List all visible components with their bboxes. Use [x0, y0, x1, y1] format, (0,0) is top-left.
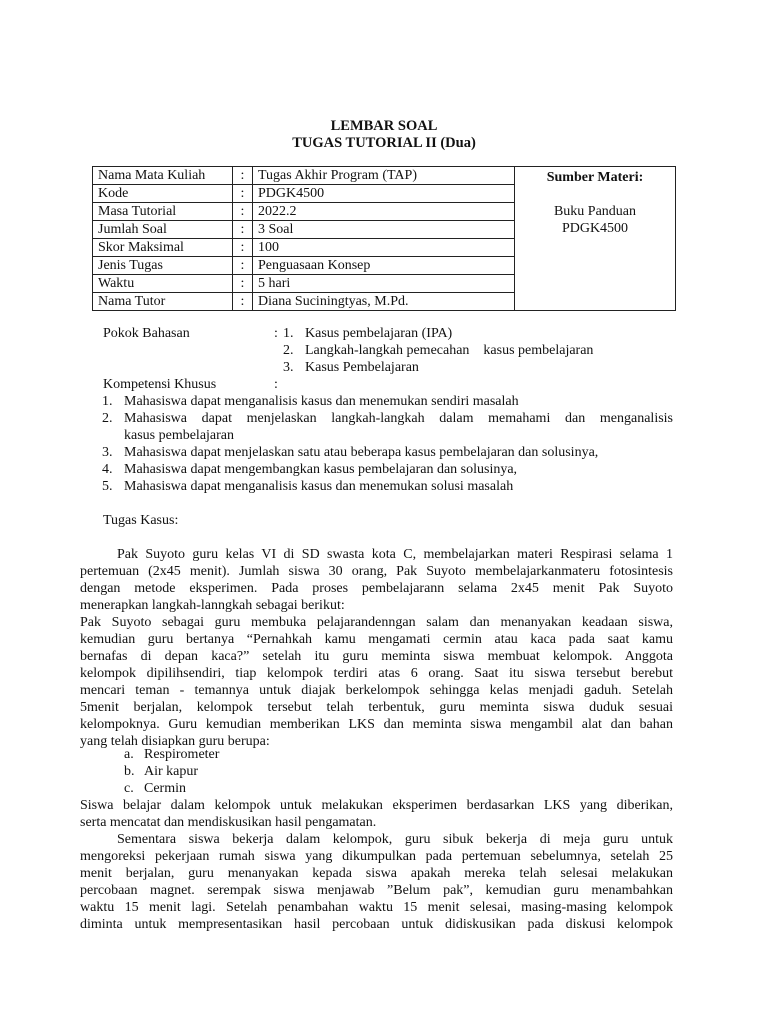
- list-number: 3.: [102, 445, 113, 460]
- list-number: 3.: [283, 360, 294, 375]
- paragraph-line: waktu 15 menit lagi. Setelah penambahan waktu 15 menit selesai, masing-masing kelompok: [80, 900, 673, 915]
- paragraph-line: 5menit berjalan, kelompok tersebut telah terbentuk, guru meminta siswa duduk sesuai: [80, 700, 673, 715]
- list-number: 4.: [102, 462, 113, 477]
- kompetensi-colon: :: [274, 377, 278, 392]
- source-line: Buku Panduan: [553, 204, 637, 219]
- row-value: 5 hari: [253, 275, 515, 293]
- row-colon: :: [233, 257, 253, 275]
- list-item: Mahasiswa dapat menjelaskan satu atau beberapa kasus pembelajaran dan solusinya,: [124, 445, 599, 460]
- paragraph-line: menit berjalan, guru menanyakan kepada siswa apakah mereka telah selesai melakukan: [80, 866, 673, 881]
- paragraph-line: kelompok dipilihsendiri, tiap kelompok terdiri atas 6 orang. Saat itu siswa tersebut berebut: [80, 666, 673, 681]
- pokok-bahasan-label: Pokok Bahasan: [103, 326, 190, 341]
- paragraph-line: Sementara siswa bekerja dalam kelompok, guru sibuk bekerja di meja guru untuk: [117, 832, 673, 847]
- list-item: Air kapur: [144, 764, 199, 779]
- tugas-kasus-label: Tugas Kasus:: [103, 513, 179, 528]
- row-value: Penguasaan Konsep: [253, 257, 515, 275]
- row-colon: :: [233, 239, 253, 257]
- paragraph-line: Pak Suyoto guru kelas VI di SD swasta kota C, membelajarkan materi Respirasi selama 1: [117, 547, 673, 562]
- list-item: Langkah-langkah pemecahan kasus pembelajaran: [305, 343, 594, 358]
- list-item: Mahasiswa dapat menganalisis kasus dan menemukan solusi masalah: [124, 479, 514, 494]
- row-label: Skor Maksimal: [93, 239, 233, 257]
- paragraph-line: mengoreksi pekerjaan rumah siswa yang dikumpulkan pada pertemuan sebelumnya, setelah 25: [80, 849, 673, 864]
- list-number: 5.: [102, 479, 113, 494]
- list-item: Cermin: [144, 781, 186, 796]
- table-row: [93, 167, 676, 185]
- row-colon: :: [233, 185, 253, 203]
- paragraph-line: percobaan magnet. serempak siswa menjawab ”Belum pak”, kemudian guru menambahkan: [80, 883, 673, 898]
- paragraph-line: diminta untuk mempresentasikan hasil percobaan untuk didiskusikan pada diskusi kelompok: [80, 917, 673, 932]
- paragraph-line: Siswa belajar dalam kelompok untuk melakukan eksperimen berdasarkan LKS yang diberikan,: [80, 798, 673, 813]
- row-label: Nama Mata Kuliah: [93, 167, 233, 185]
- row-colon: :: [233, 275, 253, 293]
- paragraph-line: kelompoknya. Guru kemudian memberikan LKS dan meminta siswa mengambil alat dan bahan: [80, 717, 673, 732]
- list-number: c.: [124, 781, 134, 796]
- source-line: PDGK4500: [561, 221, 629, 236]
- source-cell: [515, 167, 676, 311]
- list-item: Respirometer: [144, 747, 220, 762]
- list-item-continuation: kasus pembelajaran: [124, 428, 235, 443]
- list-number: 1.: [102, 394, 113, 409]
- paragraph-line: mencari teman - temannya untuk diajak berkelompok sehingga kelas menjadi gaduh. Setelah: [80, 683, 673, 698]
- list-item: Kasus pembelajaran (IPA): [305, 326, 453, 341]
- document-subtitle: TUGAS TUTORIAL II (Dua): [292, 135, 476, 151]
- row-colon: :: [233, 167, 253, 185]
- row-colon: :: [233, 203, 253, 221]
- row-colon: :: [233, 293, 253, 311]
- row-value: 100: [253, 239, 515, 257]
- row-value: PDGK4500: [253, 185, 515, 203]
- row-label: Nama Tutor: [93, 293, 233, 311]
- row-label: Jenis Tugas: [93, 257, 233, 275]
- row-label: Waktu: [93, 275, 233, 293]
- list-item: Mahasiswa dapat mengembangkan kasus pembelajaran dan solusinya,: [124, 462, 518, 477]
- paragraph-line: pertemuan (2x45 menit). Jumlah siswa 30 orang, Pak Suyoto membelajarkanmateru fotosintesis: [80, 564, 673, 579]
- paragraph-line: menerapkan langkah-lanngkah sebagai berikut:: [80, 598, 345, 613]
- list-item: Mahasiswa dapat menjelaskan langkah-langkah dalam memahami dan menganalisis: [124, 411, 673, 426]
- paragraph-line: dengan metode eksperimen. Pada proses pembelajarann selama 2x45 menit Pak Suyoto: [80, 581, 673, 596]
- row-label: Jumlah Soal: [93, 221, 233, 239]
- list-item: Kasus Pembelajaran: [305, 360, 419, 375]
- row-value: Tugas Akhir Program (TAP): [253, 167, 515, 185]
- pokok-bahasan-colon: :: [274, 326, 278, 341]
- paragraph-line: Pak Suyoto sebagai guru membuka pelajarandenngan salam dan menanyakan keadaan siswa,: [80, 615, 673, 630]
- row-label: Masa Tutorial: [93, 203, 233, 221]
- row-colon: :: [233, 221, 253, 239]
- paragraph-line: serta mencatat dan mendiskusikan hasil pengamatan.: [80, 815, 377, 830]
- list-number: 2.: [283, 343, 294, 358]
- paragraph-line: yang telah disiapkan guru berupa:: [80, 734, 270, 749]
- list-number: b.: [124, 764, 135, 779]
- paragraph-line: bernafas di depan kaca?” setelah itu guru meminta siswa membuat kelompok. Anggota: [80, 649, 673, 664]
- row-value: Diana Suciningtyas, M.Pd.: [253, 293, 515, 311]
- row-value: 3 Soal: [253, 221, 515, 239]
- source-heading: Sumber Materi:: [546, 170, 644, 185]
- list-number: 1.: [283, 326, 294, 341]
- document-title: LEMBAR SOAL: [330, 118, 438, 134]
- info-table: [92, 166, 676, 311]
- paragraph-line: kemudian guru bertanya “Pernahkah kamu mengamati cermin atau kaca pada saat kamu: [80, 632, 673, 647]
- list-item: Mahasiswa dapat menganalisis kasus dan menemukan sendiri masalah: [124, 394, 519, 409]
- kompetensi-label: Kompetensi Khusus: [103, 377, 217, 392]
- list-number: a.: [124, 747, 134, 762]
- row-label: Kode: [93, 185, 233, 203]
- list-number: 2.: [102, 411, 113, 426]
- row-value: 2022.2: [253, 203, 515, 221]
